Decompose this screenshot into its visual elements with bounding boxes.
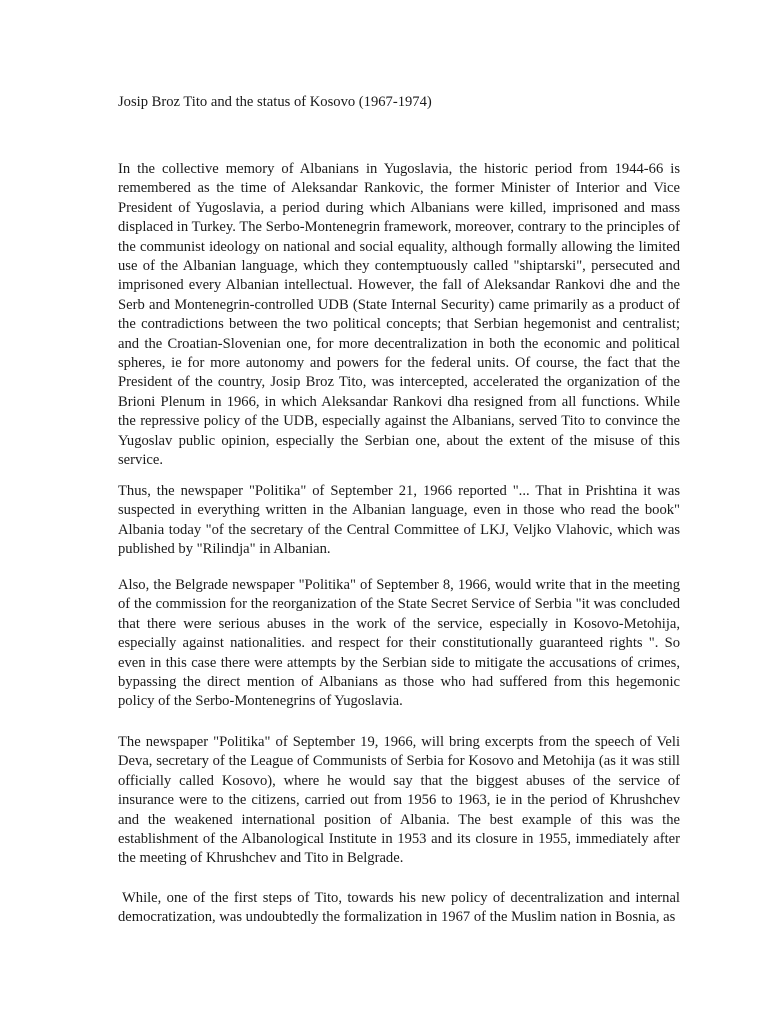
paragraph-4: The newspaper "Politika" of September 19, 1966, will bring excerpts from the speech of Veli Deva, secretary of the League of Communists of Serbia for Kosovo and Metohija (as it was still officially called Kosovo), where he would say that the biggest abuses of the service of insurance were to the citizens, carried out from 1956 to 1963, ie in the period of Khrushchev and the weakened international position of Albania. The best example of this was the establishment of the Albanological Institute in 1953 and its closure in 1955, immediately after the meeting of Khrushchev and Tito in Belgrade. [118,734,680,867]
paragraph-3: Also, the Belgrade newspaper "Politika" of September 8, 1966, would write that in the meeting of the commission for the reorganization of the State Secret Service of Serbia "it was concluded that there were serious abuses in the work of the service, especially in Kosovo-Metohija, especially against nationalities. and respect for their constitutionally guaranteed rights ". So even in this case there were attempts by the Serbian side to mitigate the accusations of crimes, bypassing the direct mention of Albanians as those who had suffered from this hegemonic policy of the Serbo-Montenegrins of Yugoslavia. [118,577,680,710]
paragraph-1: In the collective memory of Albanians in Yugoslavia, the historic period from 1944-66 is remembered as the time of Aleksandar Rankovic, the former Minister of Interior and Vice President of Yugoslavia, a period during which Albanians were killed, imprisoned and mass displaced in Turkey. The Serbo-Montenegrin framework, moreover, contrary to the principles of the communist ideology on national and social equality, although formally allowing the limited use of the Albanian language, which they contemptuously called "shiptarski", persecuted and imprisoned every Albanian intellectual. However, the fall of Aleksandar Rankovi dhe and the Serb and Montenegrin-controlled UDB (State Internal Security) came primarily as a product of the contradictions between the two political concepts; that Serbian hegemonist and centralist; and the Croatian-Slovenian one, for more decentralization in both the economic and political spheres, ie for more autonomy and powers for the federal units. Of course, the fact that the President of the country, Josip Broz Tito, was intercepted, accelerated the organization of the Brioni Plenum in 1966, in which Aleksandar Rankovi dha resigned from all functions. While the repressive policy of the UDB, especially against the Albanians, served Tito to convince the Yugoslav public opinion, especially the Serbian one, about the extent of the misuse of this service. [118,161,680,469]
paragraph-5: While, one of the first steps of Tito, towards his new policy of decentralization and internal democratization, was undoubtedly the formalization in 1967 of the Muslim nation in Bosnia, as [118,890,680,926]
document-title: Josip Broz Tito and the status of Kosovo (1967-1974) [118,94,432,110]
paragraph-2: Thus, the newspaper "Politika" of September 21, 1966 reported "... That in Prishtina it was suspected in everything written in the Albanian language, even in those who read the book" Albania today "of the secretary of the Central Committee of LKJ, Veljko Vlahovic, which was published by "Rilindja" in Albanian. [118,483,680,558]
